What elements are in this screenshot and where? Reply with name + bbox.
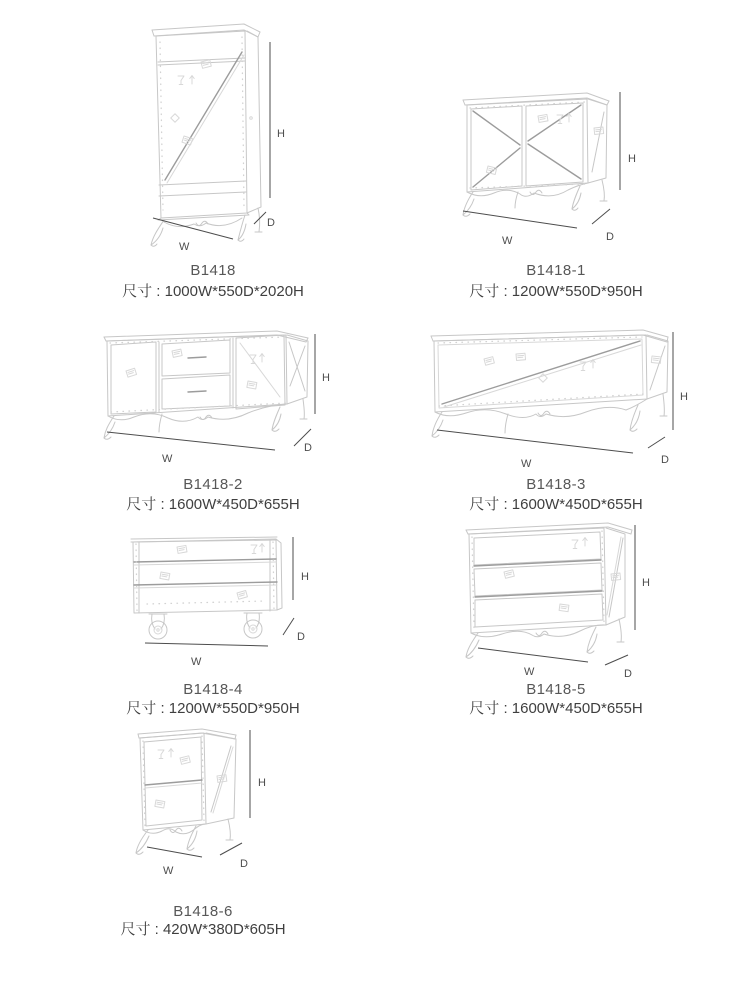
product-code: B1418-4 (183, 681, 243, 698)
cabinet-line-art (136, 729, 236, 854)
depth-label: D (297, 631, 305, 643)
crate-stamps (134, 544, 277, 600)
furniture-sketch-b1418-4 (125, 530, 315, 668)
product-code: B1418-1 (526, 262, 586, 279)
product-code: B1418-2 (183, 476, 243, 493)
crate-stamps (167, 55, 252, 183)
door-braces (473, 105, 581, 187)
depth-label: D (304, 442, 312, 454)
width-label: W (502, 235, 513, 247)
furniture-sketch-b1418-6 (130, 724, 274, 876)
dimension-lines (437, 332, 673, 453)
product-code: B1418-6 (173, 903, 233, 920)
product-code: B1418-3 (526, 476, 586, 493)
crate-stamps (126, 343, 280, 397)
product-size: 尺寸 : 1000W*550D*2020H (122, 283, 304, 300)
height-label: H (642, 577, 650, 589)
product-size: 尺寸 : 1200W*550D*950H (126, 700, 300, 717)
rivet-rows (136, 542, 274, 611)
product-size: 尺寸 : 1600W*450D*655H (469, 496, 643, 513)
depth-label: D (624, 668, 632, 678)
width-label: W (163, 865, 174, 876)
product-size: 尺寸 : 1600W*450D*655H (469, 700, 643, 717)
product-size: 尺寸 : 1600W*450D*655H (126, 496, 300, 513)
width-label: W (521, 458, 532, 470)
height-label: H (628, 153, 636, 165)
width-label: W (162, 453, 173, 465)
cabinet-line-art (466, 523, 632, 658)
product-code: B1418 (190, 262, 236, 279)
height-label: H (258, 777, 266, 789)
product-size: 尺寸 : 1200W*550D*950H (469, 283, 643, 300)
furniture-sketch-b1418-5 (462, 516, 657, 678)
cabinet-line-art (431, 330, 668, 437)
cabinet-line-art (463, 93, 609, 216)
furniture-sketch-b1418-1 (460, 88, 645, 248)
height-label: H (322, 372, 330, 384)
width-label: W (179, 241, 190, 252)
depth-label: D (267, 217, 275, 229)
height-label: H (301, 571, 309, 583)
crate-stamps (145, 747, 233, 813)
dimension-lines (463, 92, 620, 228)
crate-stamps (438, 339, 661, 408)
cabinet-line-art (104, 331, 308, 439)
height-label: H (680, 391, 688, 403)
furniture-sketch-b1418 (148, 20, 298, 252)
rivet-rows (143, 736, 204, 827)
product-size: 尺寸 : 420W*380D*605H (120, 921, 286, 938)
depth-label: D (606, 231, 614, 243)
depth-label: D (661, 454, 669, 466)
crate-stamps (486, 114, 603, 175)
furniture-sketch-b1418-2 (100, 325, 330, 465)
cabinet-line-art (151, 24, 262, 246)
diagonal-brace (442, 341, 640, 404)
rivet-rows (472, 531, 604, 628)
furniture-sketch-b1418-3 (428, 326, 694, 470)
width-label: W (191, 656, 202, 668)
height-label: H (277, 128, 285, 140)
width-label: W (524, 666, 535, 678)
product-code: B1418-5 (526, 681, 586, 698)
depth-label: D (240, 858, 248, 870)
dimension-lines (153, 42, 270, 239)
